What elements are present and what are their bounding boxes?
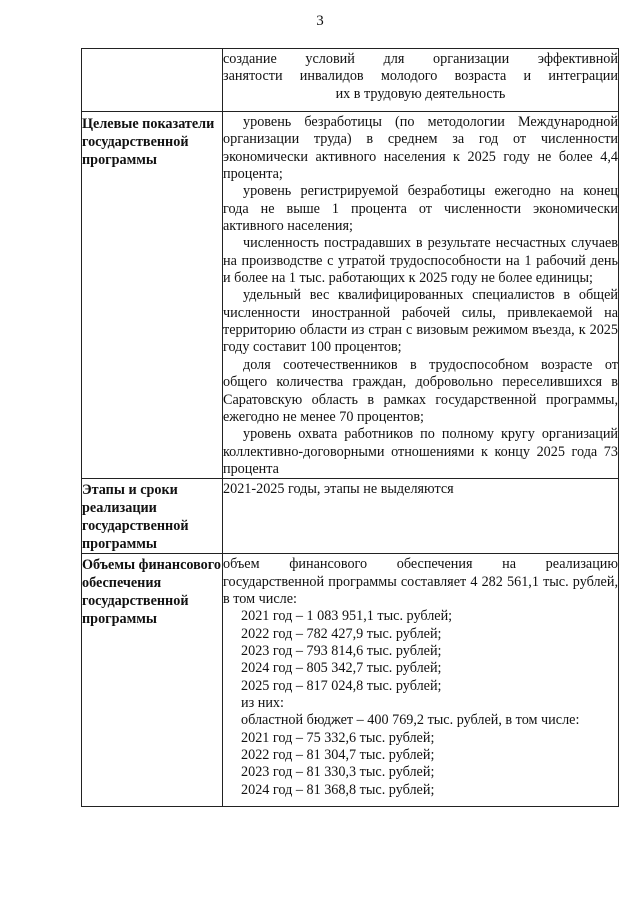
finance-year-item: 2021 год – 1 083 951,1 тыс. рублей; [241, 608, 453, 625]
row-label-stages: Этапы и сроки реализации государственной программы [82, 479, 223, 554]
row-content-stages [223, 479, 619, 554]
table-row-stages [82, 479, 619, 554]
row-content-target-indicators [223, 112, 619, 479]
row-label-empty [82, 49, 223, 112]
regional-year-item: 2023 год – 81 330,3 тыс. рублей; [241, 764, 435, 781]
finance-of-them: из них: [241, 694, 284, 711]
row-label-finance: Объемы финансового обеспечения государственной программы [82, 554, 223, 807]
stages-text: 2021-2025 годы, этапы не выделяются [223, 481, 454, 498]
row-content-finance [223, 554, 619, 807]
regional-year-item: 2024 год – 81 368,8 тыс. рублей; [241, 781, 435, 798]
program-passport-table [81, 48, 619, 807]
indicator-item: численность пострадавших в результате несчастных случаев на производстве с утратой трудоспособности на 1 рабочий день и более на 1 тыс. работающих к 2025 году не более единицы; [223, 235, 618, 287]
table-row-continuation [82, 49, 619, 112]
row-content-continuation [223, 49, 619, 112]
continuation-line: занятости инвалидов молодого возраста и интеграции [223, 68, 618, 85]
indicator-item: уровень охвата работников по полному кругу организаций коллективно-договорными отношениями к концу 2025 года 73 процента [223, 426, 618, 477]
finance-year-item: 2025 год – 817 024,8 тыс. рублей; [241, 677, 442, 694]
finance-year-item: 2024 год – 805 342,7 тыс. рублей; [241, 660, 442, 677]
row-label-target-indicators: Целевые показатели государственной программы [82, 112, 223, 479]
indicator-item: удельный вес квалифицированных специалистов в общей численности иностранной рабочей силы, привлекаемой на территорию области из стран с визовым режимом въезда, к 2025 году составит 100 процентов; [223, 287, 618, 356]
regional-budget-text: областной бюджет – 400 769,2 тыс. рублей, в том числе: [241, 712, 580, 729]
indicator-item: доля соотечественников в трудоспособном возрасте от общего количества граждан, добровольно переселившихся в Саратовскую область в рамках государственной программы, ежегодно не менее 70 процентов; [223, 356, 618, 425]
indicator-item: уровень регистрируемой безработицы ежегодно на конец года не выше 1 процента от численности экономически активного населения; [223, 183, 618, 235]
table-row-finance [82, 554, 619, 807]
table-row-target-indicators [82, 112, 619, 479]
finance-year-item: 2022 год – 782 427,9 тыс. рублей; [241, 625, 442, 642]
finance-year-item: 2023 год – 793 814,6 тыс. рублей; [241, 642, 442, 659]
page-number: 3 [316, 13, 324, 29]
indicator-item: уровень безработицы (по методологии Международной организации труда) в среднем за год от численности экономически активного населения к 2025 году не более 4,4 процента; [223, 114, 618, 183]
finance-intro: объем финансового обеспечения на реализацию государственной программы составляет 4 282 561,1 тыс. рублей, в том числе: [223, 556, 618, 607]
continuation-line: их в трудовую деятельность [335, 85, 506, 102]
regional-year-item: 2021 год – 75 332,6 тыс. рублей; [241, 729, 435, 746]
continuation-line: создание условий для организации эффективной [223, 51, 618, 67]
regional-year-item: 2022 год – 81 304,7 тыс. рублей; [241, 747, 435, 763]
